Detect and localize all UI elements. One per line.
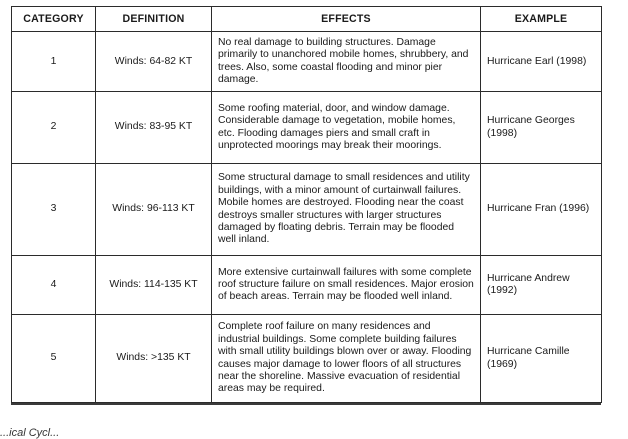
category-cell: 2 — [12, 91, 96, 163]
category-cell: 4 — [12, 255, 96, 314]
effects-cell: No real damage to building structures. Damage primarily to unanchored mobile homes, shrubbery, and trees. Also, some coastal flooding and minor pier damage. — [212, 32, 481, 92]
category-cell: 1 — [12, 32, 96, 92]
hurricane-category-table — [11, 6, 602, 403]
section-divider — [11, 403, 601, 405]
cropped-caption-text: ...ical Cycl... — [0, 427, 60, 439]
effects-cell: Complete roof failure on many residences and industrial buildings. Some complete building failures with small utility buildings blown over or away. Flooding causes major damage to lower floors of all structures near the shoreline. Massive evacuation of residential areas may be required. — [212, 314, 481, 402]
table-row — [12, 163, 602, 255]
example-cell: Hurricane Georges (1998) — [481, 91, 602, 163]
table-row — [12, 32, 602, 92]
category-cell: 3 — [12, 163, 96, 255]
header-definition: DEFINITION — [96, 7, 212, 32]
header-category: CATEGORY — [12, 7, 96, 32]
header-effects: EFFECTS — [212, 7, 481, 32]
effects-cell: Some roofing material, door, and window damage. Considerable damage to vegetation, mobile homes, etc. Flooding damages piers and small craft in unprotected moorings may break their moorings. — [212, 91, 481, 163]
category-cell: 5 — [12, 314, 96, 402]
header-example: EXAMPLE — [481, 7, 602, 32]
definition-cell: Winds: 96-113 KT — [96, 163, 212, 255]
table-row — [12, 314, 602, 402]
effects-cell: Some structural damage to small residences and utility buildings, with a minor amount of curtainwall failures. Mobile homes are destroyed. Flooding near the coast destroys smaller structures with larger structures damaged by floating debris. Terrain may be flooded well inland. — [212, 163, 481, 255]
definition-cell: Winds: 83-95 KT — [96, 91, 212, 163]
example-cell: Hurricane Camille (1969) — [481, 314, 602, 402]
table-row — [12, 255, 602, 314]
table-row — [12, 91, 602, 163]
example-cell: Hurricane Earl (1998) — [481, 32, 602, 92]
example-cell: Hurricane Fran (1996) — [481, 163, 602, 255]
effects-cell: More extensive curtainwall failures with some complete roof structure failure on small residences. Major erosion of beach areas. Terrain may be flooded well inland. — [212, 255, 481, 314]
example-cell: Hurricane Andrew (1992) — [481, 255, 602, 314]
definition-cell: Winds: 114-135 KT — [96, 255, 212, 314]
table-header-row — [12, 7, 602, 32]
definition-cell: Winds: >135 KT — [96, 314, 212, 402]
definition-cell: Winds: 64-82 KT — [96, 32, 212, 92]
hurricane-scale-document — [11, 6, 601, 403]
